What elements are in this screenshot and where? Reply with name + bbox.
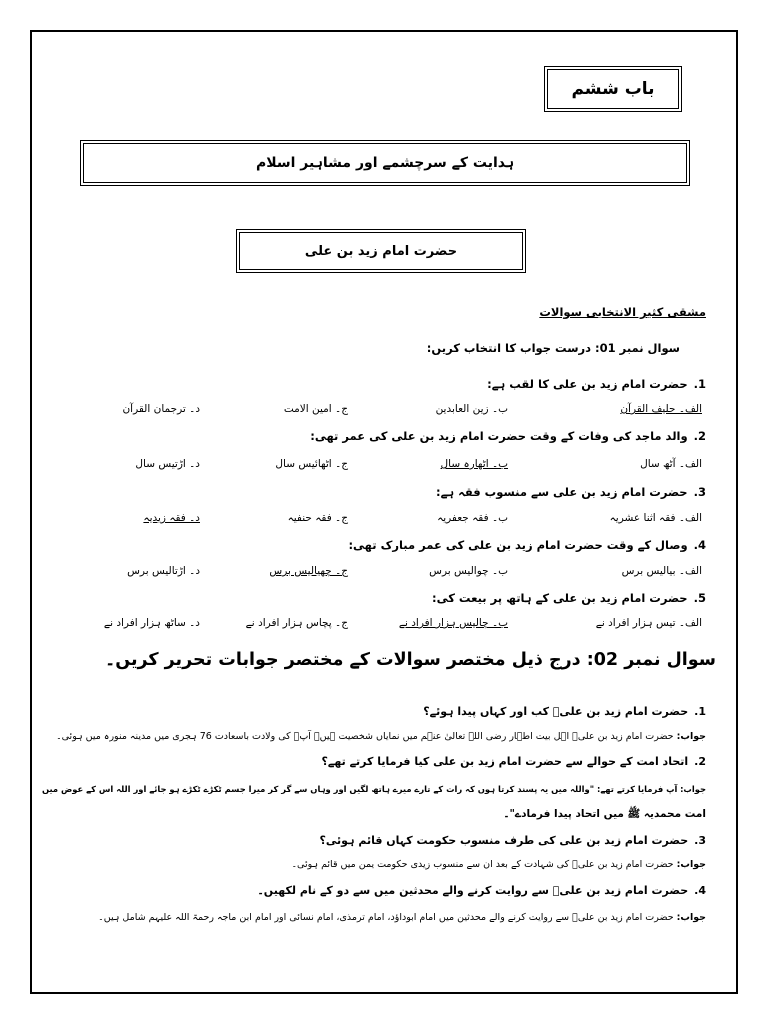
short-question xyxy=(423,705,706,718)
option-d: د۔ فقہ زیدیہ xyxy=(143,512,200,524)
q2-heading: سوال نمبر 02: درج ذیل مختصر سوالات کے مختصر جوابات تحریر کریں۔ xyxy=(104,650,716,670)
short-question xyxy=(322,755,706,768)
answer-label: جواب: xyxy=(680,784,706,794)
answer-label: جواب: xyxy=(676,859,706,870)
option-a: الف۔ آٹھ سال xyxy=(640,458,702,470)
mcq-question xyxy=(436,485,706,499)
short-answer xyxy=(56,731,706,742)
option-c: ج۔ امین الامت xyxy=(283,403,348,415)
answer-label: جواب: xyxy=(676,912,706,923)
answer-continuation: امت محمدیہ ﷺ میں اتحاد پیدا فرمادے"۔ xyxy=(503,808,706,820)
option-a: الف۔ تیس ہزار افراد نے xyxy=(595,617,702,629)
option-a: الف۔ فقہ اثنا عشریہ xyxy=(609,512,702,524)
option-d: د۔ ترجمان القرآن xyxy=(122,403,200,415)
short-answer xyxy=(291,859,706,870)
mcq-question xyxy=(310,429,706,443)
chapter-title xyxy=(544,66,682,112)
mcq-question xyxy=(432,591,706,605)
question-number: 3. xyxy=(693,485,706,499)
short-question xyxy=(320,834,706,847)
option-b: ب۔ زین العابدین xyxy=(435,403,508,415)
short-question xyxy=(257,884,706,897)
option-c: ج۔ اٹھائیس سال xyxy=(275,458,348,470)
question-text: حضرت امام زید بن علی سے منسوب فقہ ہے: xyxy=(436,485,688,499)
option-c: ج۔ پچاس ہزار افراد نے xyxy=(245,617,348,629)
option-a: الف۔ بیالیس برس xyxy=(621,565,702,577)
question-number: 1. xyxy=(693,377,706,391)
answer-label: جواب: xyxy=(676,731,706,742)
option-a: الف۔ حلیف القرآن xyxy=(620,403,702,415)
option-c: ج۔ چھیالیس برس xyxy=(269,565,348,577)
option-b: ب۔ فقہ جعفریہ xyxy=(437,512,508,524)
question-number: 1. xyxy=(694,705,706,718)
option-b: ب۔ چالیس ہزار افراد نے xyxy=(398,617,508,629)
option-b: ب۔ چوالیس برس xyxy=(429,565,508,577)
answer-text: حضرت امام زید بن علیؓ کی شہادت کے بعد ان سے منسوب زیدی حکومت یمن میں قائم ہوئی۔ xyxy=(291,859,674,870)
option-c: ج۔ فقہ حنفیہ xyxy=(287,512,348,524)
lesson-title xyxy=(236,229,526,273)
option-d: د۔ ساٹھ ہزار افراد نے xyxy=(103,617,200,629)
question-number: 3. xyxy=(694,834,706,847)
question-text: اتحاد امت کے حوالے سے حضرت امام زید بن علی کیا فرمایا کرتے تھے؟ xyxy=(321,755,689,768)
mcq-question xyxy=(487,377,706,391)
option-b: ب۔ اٹھارہ سال xyxy=(440,458,508,470)
question-text: حضرت امام زید بن علیؓ کب اور کہاں پیدا ہوئے؟ xyxy=(423,705,689,718)
question-text: حضرت امام زید بن علیؓ سے روایت کرنے والے محدثین میں سے دو کے نام لکھیں۔ xyxy=(257,884,689,897)
answer-text: حضرت امام زید بن علیؓ سے روایت کرنے والے محدثین میں امام ابوداؤد، امام ترمذی، امام نسائی اور امام ابن ماجہ رحمۃ اللہ علیہم شامل ہیں۔ xyxy=(98,912,674,923)
answer-text: حضرت امام زید بن علیؓ اہل بیت اطہار رضی اللہ تعالیٰ عنہم میں نمایاں شخصیت ہیں۔ آپؓ کی ولادت باسعادت 76 ہجری میں مدینہ منورہ میں ہوئی۔ xyxy=(56,731,674,742)
section-title-text: ہدایت کے سرچشمے اور مشاہیر اسلام xyxy=(255,155,515,171)
question-number: 4. xyxy=(693,538,706,552)
question-text: وصال کے وقت حضرت امام زید بن علی کی عمر مبارک تھی: xyxy=(348,538,688,552)
question-text: حضرت امام زید بن علی کے ہاتھ پر بیعت کی: xyxy=(432,591,688,605)
mcq-heading: مشقی کثیر الانتخابی سوالات xyxy=(539,305,706,319)
section-title xyxy=(80,140,690,186)
chapter-title-text: باب ششم xyxy=(571,79,655,99)
question-number: 4. xyxy=(694,884,706,897)
question-number: 2. xyxy=(694,755,706,768)
short-answer xyxy=(98,912,706,923)
question-text: والد ماجد کی وفات کے وقت حضرت امام زید بن علی کی عمر تھی: xyxy=(310,429,688,443)
question-text: حضرت امام زید بن علی کی طرف منسوب حکومت کہاں قائم ہوئی؟ xyxy=(319,834,689,847)
question-text: حضرت امام زید بن علی کا لقب ہے: xyxy=(487,377,688,391)
mcq-question xyxy=(348,538,706,552)
answer-text: آپ فرمایا کرتے تھے: "واللہ میں یہ پسند کرتا ہوں کہ رات کے تارے میرے ہاتھ لگیں اور وہاں سے گر کر میرا جسم ٹکڑے ٹکڑے ہو جائے اور اللہ اس کے عوض میں xyxy=(41,784,678,794)
option-d: د۔ اڑتالیس برس xyxy=(127,565,200,577)
short-answer xyxy=(42,784,706,794)
question-number: 5. xyxy=(693,591,706,605)
question-number: 2. xyxy=(693,429,706,443)
option-d: د۔ اڑتیس سال xyxy=(135,458,200,470)
lesson-title-text: حضرت امام زید بن علی xyxy=(304,243,458,259)
q1-instruction: سوال نمبر 01: درست جواب کا انتخاب کریں: xyxy=(426,341,680,355)
